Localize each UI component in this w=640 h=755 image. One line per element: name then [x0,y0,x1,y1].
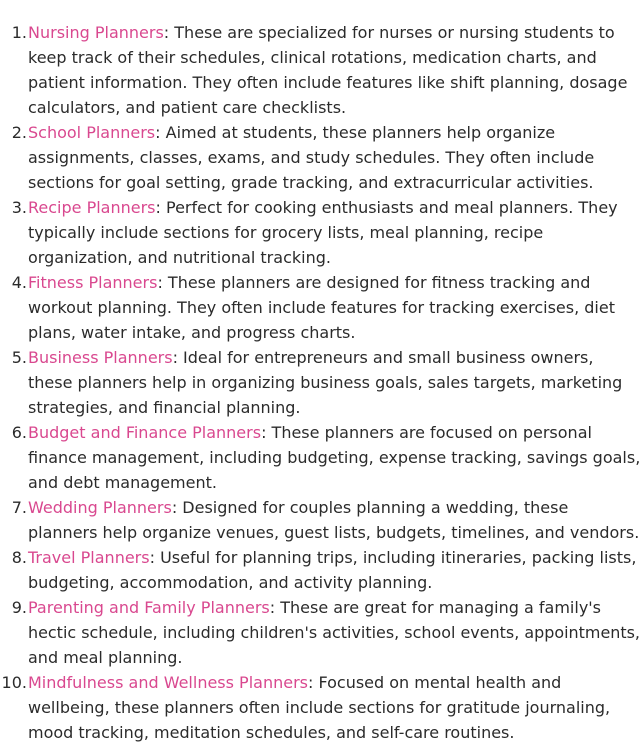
item-text-line: sections for goal setting, grade tracking, and extracurricular activities. [28,173,594,192]
item-text-line: budgeting, accommodation, and activity planning. [28,573,433,592]
item-text-line: wellbeing, these planners often include sections for gratitude journaling, [28,698,611,717]
item-title: Wedding Planners [28,498,172,517]
item-body [28,120,640,195]
item-text-line: organization, and nutritional tracking. [28,248,331,267]
item-body [28,670,640,745]
item-body [28,195,640,270]
item-number: 1. [11,23,27,42]
item-number: 9. [11,598,27,617]
item-text-line: workout planning. They often include features for tracking exercises, diet [28,298,615,317]
item-body [28,495,640,545]
item-text: : These planners are focused on personal [261,423,592,442]
item-text-line: calculators, and patient care checklists. [28,98,347,117]
item-number: 5. [11,348,27,367]
item-text: : Useful for planning trips, including itineraries, packing lists, [149,548,637,567]
item-body [28,595,640,670]
item-number: 10. [1,673,27,692]
item-body [28,545,640,595]
item-text: : Aimed at students, these planners help organize [155,123,556,142]
item-title: Budget and Finance Planners [28,423,262,442]
item-text-line: and debt management. [28,473,217,492]
item-text: : These are specialized for nurses or nursing students to [163,23,615,42]
item-text: : These are great for managing a family's [269,598,602,617]
item-text: : Perfect for cooking enthusiasts and meal planners. They [155,198,618,217]
item-text: : Ideal for entrepreneurs and small business owners, [172,348,594,367]
item-body [28,345,640,420]
item-text-line: planners help organize venues, guest lists, budgets, timelines, and vendors. [28,523,640,542]
item-text-line: assignments, classes, exams, and study schedules. They often include [28,148,595,167]
item-title: Business Planners [28,348,173,367]
item-text-line: hectic schedule, including children's activities, school events, appointments, [28,623,640,642]
item-number: 3. [11,198,27,217]
item-text-line: finance management, including budgeting, expense tracking, savings goals, [28,448,640,467]
item-title: Fitness Planners [28,273,158,292]
item-title: Travel Planners [28,548,150,567]
item-number: 8. [11,548,27,567]
item-number: 4. [11,273,27,292]
item-title: Parenting and Family Planners [28,598,270,617]
item-title: School Planners [28,123,156,142]
item-body [28,20,640,120]
item-title: Nursing Planners [28,23,164,42]
item-number: 7. [11,498,27,517]
item-title: Mindfulness and Wellness Planners [28,673,308,692]
item-number: 2. [11,123,27,142]
item-text-line: patient information. They often include features like shift planning, dosage [28,73,628,92]
item-text-line: typically include sections for grocery lists, meal planning, recipe [28,223,544,242]
item-text-line: and meal planning. [28,648,183,667]
item-text-line: mood tracking, meditation schedules, and self-care routines. [28,723,515,742]
item-text-line: plans, water intake, and progress charts. [28,323,356,342]
item-body [28,420,640,495]
item-title: Recipe Planners [28,198,156,217]
item-text: : Focused on mental health and [308,673,562,692]
item-text: : Designed for couples planning a wedding, these [171,498,569,517]
item-text-line: keep track of their schedules, clinical rotations, medication charts, and [28,48,597,67]
item-text-line: these planners help in organizing business goals, sales targets, marketing [28,373,623,392]
item-body [28,270,640,345]
item-number: 6. [11,423,27,442]
item-text: : These planners are designed for fitness tracking and [157,273,591,292]
item-text-line: strategies, and financial planning. [28,398,301,417]
